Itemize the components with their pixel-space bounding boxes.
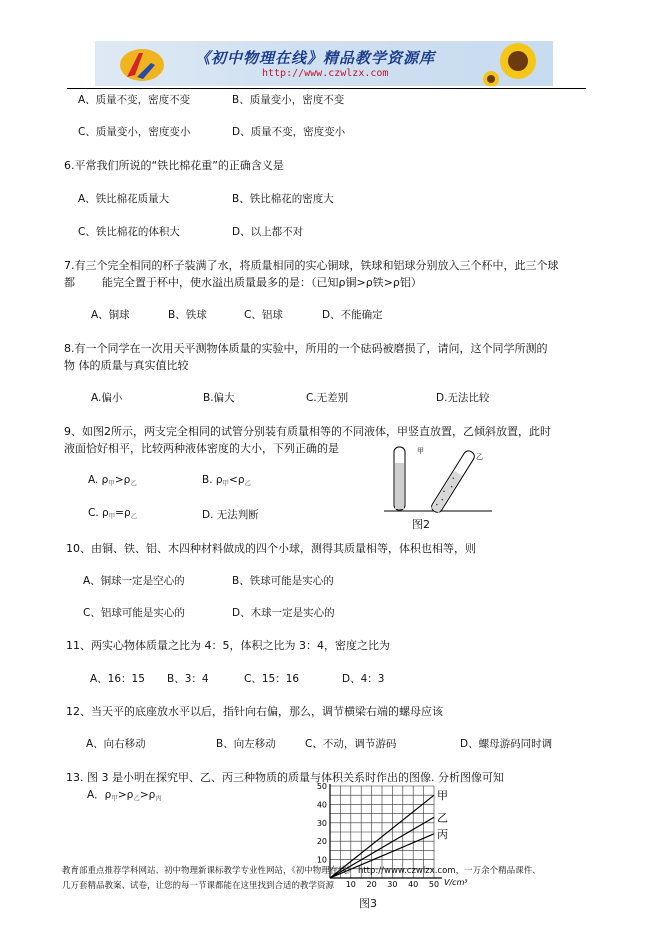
q6-option-a: A、铁比棉花质量大 [78, 193, 170, 205]
q11-option-c: C、15：16 [244, 673, 300, 685]
q7-option-d: D、不能确定 [322, 309, 383, 321]
series-label: 甲 [437, 789, 448, 803]
q10-option-d: D、木球一定是实心的 [232, 607, 335, 619]
q6-option-c: C、铁比棉花的体积大 [78, 226, 180, 238]
q9-option-b: B. $\rho_甲<\rho_乙$ [202, 474, 252, 487]
q7-stem-line2a: 都 [64, 276, 75, 289]
y-tick-label: 10 [316, 855, 327, 865]
q9-option-c: C. $\rho_甲=\rho_乙$ [88, 507, 138, 520]
q7-stem-line1: 7.有三个完全相同的杯子装满了水，将质量相同的实心铜球，铁球和铝球分别放入三个杯中，此三个球 [64, 259, 559, 272]
q9-option-d: D. 无法判断 [202, 509, 259, 521]
sunflower-icon [483, 41, 553, 86]
figure-3-caption: 图3 [359, 897, 377, 910]
tube-jia-liquid [395, 463, 404, 509]
q8-option-b: B.偏大 [203, 392, 235, 404]
q8-option-a: A.偏小 [91, 392, 123, 404]
q10-stem: 10、由铜、铁、铝、木四种材料做成的四个小球，测得其质量相等，体积也相等，则 [66, 542, 476, 555]
q10-option-b: B、铁球可能是实心的 [232, 575, 334, 587]
q12-option-d: D、螺母游码同时调 [460, 738, 553, 750]
x-tick-label: 20 [366, 880, 377, 888]
q10-option-c: C、铝球可能是实心的 [83, 607, 185, 619]
q6-option-b: B、铁比棉花的密度大 [232, 193, 334, 205]
y-tick-label: 30 [316, 818, 327, 828]
q5-option-d: D、质量不变，密度变小 [232, 126, 346, 138]
y-tick-label: 40 [316, 800, 327, 810]
site-url[interactable]: http://www.czwlzx.com [262, 68, 389, 79]
q7-option-c: C、铝球 [244, 309, 283, 321]
y-tick-label: 20 [316, 837, 327, 847]
q8-stem-line2: 物 体的质量与真实值比较 [64, 359, 189, 372]
q8-stem-line1: 8.有一个同学在一次用天平测物体质量的实验中，所用的一个砝码被磨损了，请问，这个同学所测的 [64, 342, 548, 355]
q7-option-b: B、铁球 [168, 309, 207, 321]
q9-stem-line2: 液面恰好相平，比较两种液体密度的大小，下列正确的是 [64, 442, 339, 455]
q7-option-a: A、铜球 [91, 309, 130, 321]
q8-option-c: C.无差别 [306, 392, 349, 404]
q11-option-b: B、3：4 [167, 673, 209, 685]
x-tick-label: 30 [387, 880, 398, 888]
q12-stem: 12、当天平的底座放水平以后，指针向右偏，那么，调节横梁右端的螺母应该 [66, 705, 443, 718]
q8-option-d: D.无法比较 [436, 392, 490, 404]
q6-stem: 6.平常我们所说的“铁比棉花重”的正确含义是 [64, 159, 284, 172]
x-tick-label: 40 [408, 880, 419, 888]
x-tick-label: 10 [345, 880, 356, 888]
header-rule [67, 88, 586, 89]
site-title: 《初中物理在线》精品教学资源库 [195, 49, 436, 67]
q13-option-a: A．$\rho_甲>\rho_乙>\rho_丙$ [87, 789, 162, 802]
logo-icon [117, 45, 167, 85]
q5-option-b: B、质量变小，密度不变 [232, 94, 345, 106]
q6-option-d: D、以上都不对 [232, 226, 304, 238]
x-tick-label: 50 [428, 880, 440, 888]
q9-option-a: A. $\rho_甲>\rho_乙$ [88, 474, 137, 487]
q13-stem: 13. 图 3 是小明在探究甲、乙、丙三种物质的质量与体积关系时作出的图像. 分析图像可知 [66, 771, 504, 784]
q12-option-b: B、向左移动 [216, 738, 276, 750]
q5-option-c: C、质量变小，密度变小 [78, 126, 191, 138]
q10-option-a: A、铜球一定是空心的 [83, 575, 185, 587]
y-tick-label: 50 [316, 782, 327, 791]
footer-line1: 教育部重点推荐学科网站、初中物理新课标教学专业性网站，《初中物理在线》 http://www.czwlzx.com，一万余个精品课件、 [62, 866, 541, 876]
q11-stem: 11、两实心物体质量之比为 4：5，体积之比为 3：4，密度之比为 [66, 639, 390, 652]
series-label: 乙 [437, 811, 448, 825]
series-label: 丙 [437, 827, 448, 841]
q12-option-a: A、向右移动 [86, 738, 146, 750]
q11-option-a: A、16：15 [90, 673, 145, 685]
x-axis-label: V/cm³ [444, 878, 468, 887]
tube-jia-label: 甲 [417, 447, 424, 455]
q12-option-c: C、不动，调节游码 [305, 738, 397, 750]
q11-option-d: D、4：3 [342, 673, 385, 685]
q5-option-a: A、质量不变，密度不变 [78, 94, 191, 106]
header-banner [95, 41, 553, 86]
footer-line2: 几万套精品教案、试卷，让您的每一节课都能在这里找到合适的教学资源 [62, 881, 335, 891]
tube-yi-label: 乙 [476, 453, 483, 461]
tube-yi [430, 449, 476, 514]
q7-stem-line2b: 能完全置于杯中，使水溢出质量最多的是：（已知ρ铜>ρ铁>ρ铝） [102, 276, 422, 289]
figure-2-caption: 图2 [412, 518, 430, 531]
figure-2-test-tubes [384, 441, 494, 515]
q9-stem-line1: 9、如图2所示，两支完全相同的试管分别装有质量相等的不同液体，甲竖直放置，乙倾斜放置，此时 [64, 425, 551, 438]
